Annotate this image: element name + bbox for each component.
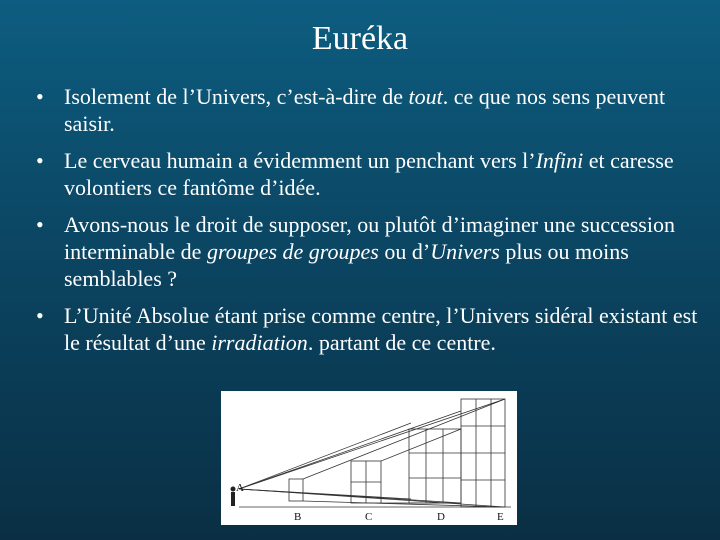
bullet-text: L’Unité Absolue étant prise comme centre, l’Univers sidéral existant est le résultat d’une irradiation. partant de ce centre. (64, 303, 698, 355)
perspective-diagram (221, 391, 517, 525)
figure-label-b: B (294, 511, 302, 523)
bullet-item (30, 83, 700, 137)
bullet-item (30, 302, 700, 356)
bullet-text: Avons-nous le droit de supposer, ou plutôt d’imaginer une succession interminable de groupes de groupes ou d’Univers plus ou moins semblables ? (64, 212, 675, 291)
bullet-dot: • (36, 84, 44, 109)
slide-title: Euréka (311, 20, 409, 57)
figure-label-a: A (236, 482, 244, 494)
bullet-item (30, 147, 700, 201)
figure-label-c: C (365, 511, 373, 523)
figure-label-d: D (437, 511, 445, 523)
perspective-figure (221, 391, 517, 525)
bullet-list (30, 83, 700, 366)
figure-label-e: E (497, 511, 504, 523)
bullet-dot: • (36, 212, 44, 237)
observer-figure (231, 487, 236, 507)
bullet-text: Le cerveau humain a évidemment un penchant vers l’Infini et caresse volontiers ce fantôme d’idée. (64, 148, 674, 200)
bullet-item (30, 211, 700, 292)
bullet-text: Isolement de l’Univers, c’est-à-dire de tout. ce que nos sens peuvent saisir. (64, 84, 666, 136)
bullet-dot: • (36, 303, 44, 328)
bullet-dot: • (36, 148, 44, 173)
